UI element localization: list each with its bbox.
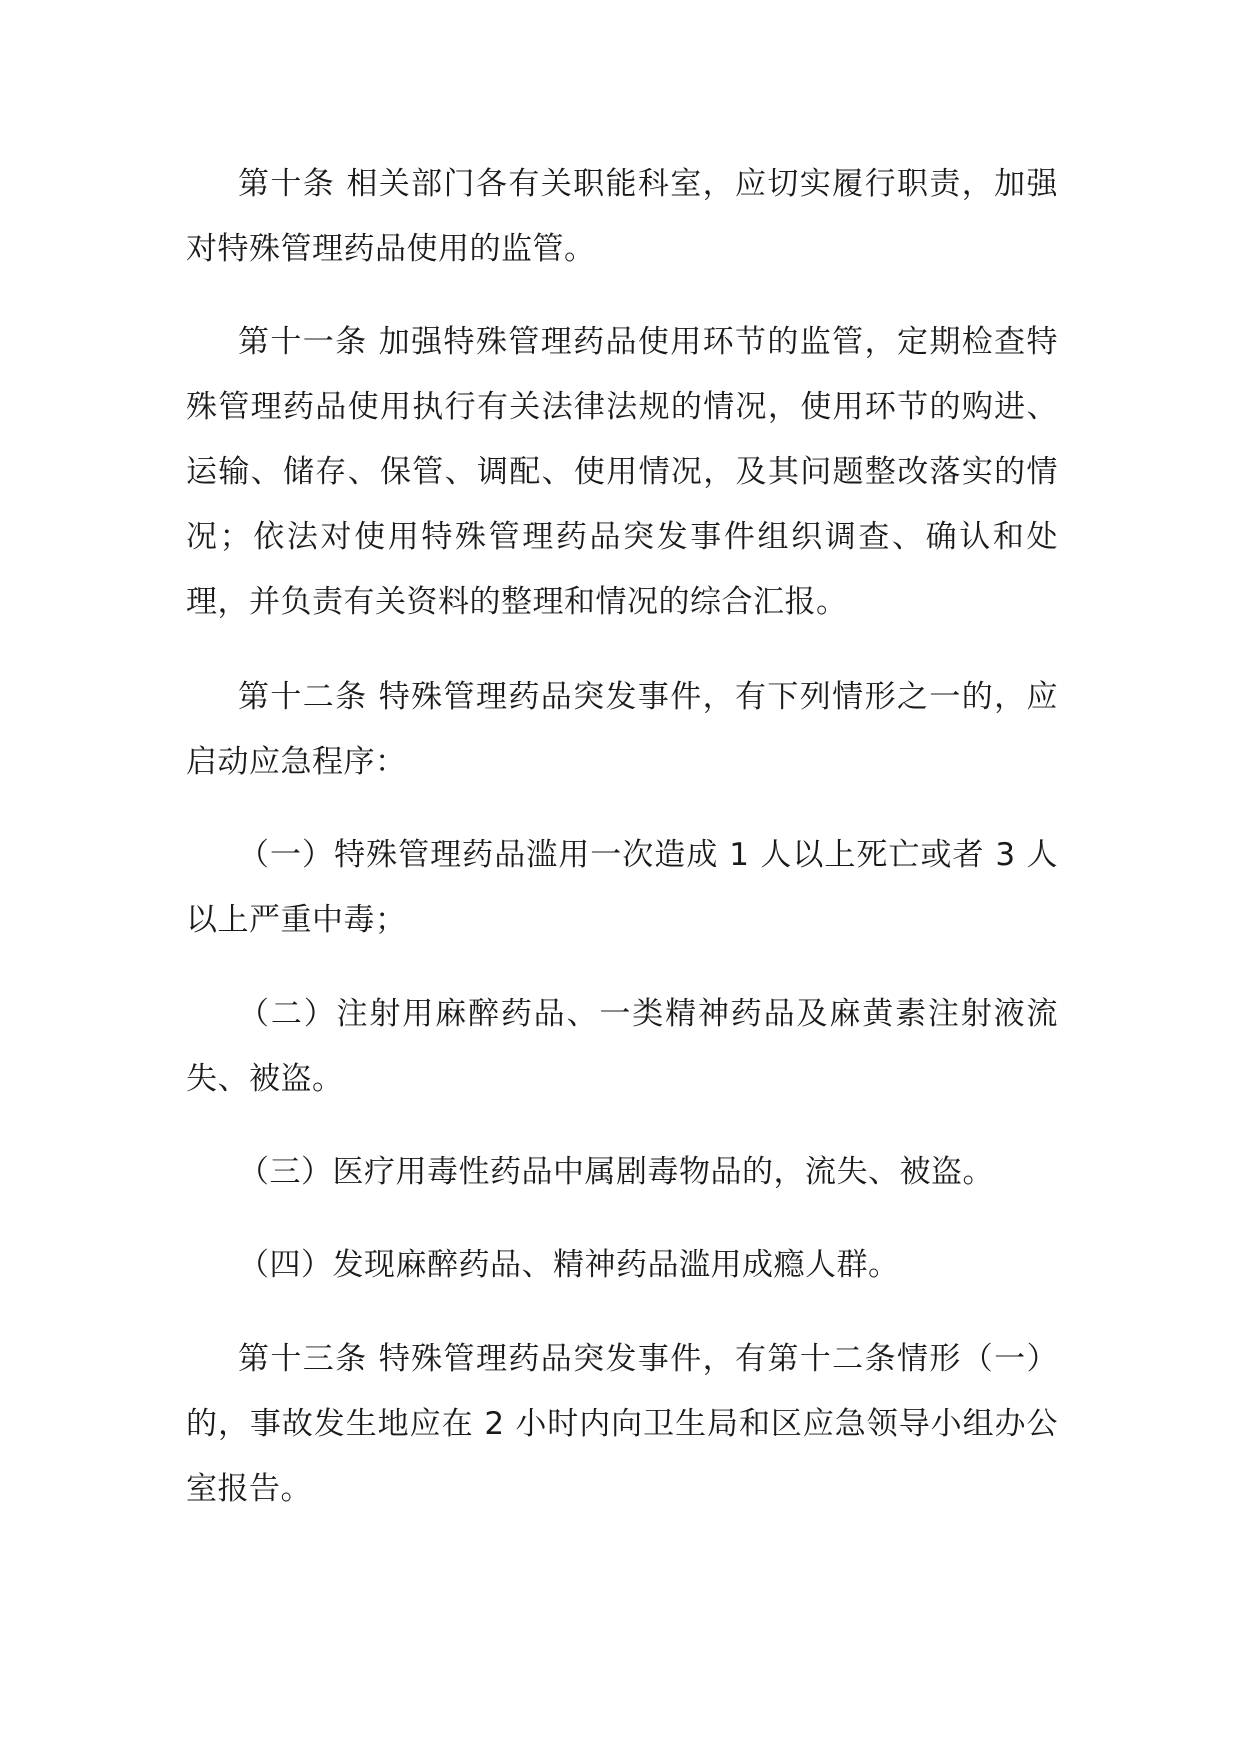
article-10-paragraph: 第十条 相关部门各有关职能科室，应切实履行职责，加强对特殊管理药品使用的监管。 [186,166,1058,267]
article-12-paragraph: 第十二条 特殊管理药品突发事件，有下列情形之一的，应启动应急程序： [186,679,1058,780]
article-13-paragraph: 第十三条 特殊管理药品突发事件，有第十二条情形（一）的，事故发生地应在 2 小时内向卫生局和区应急领导小组办公室报告。 [186,1341,1058,1507]
article-12-item-2: （二）注射用麻醉药品、一类精神药品及麻黄素注射液流失、被盗。 [186,996,1058,1097]
article-12-item-4: （四）发现麻醉药品、精神药品滥用成瘾人群。 [238,1247,900,1283]
article-11-paragraph: 第十一条 加强特殊管理药品使用环节的监管，定期检查特殊管理药品使用执行有关法律法规的情况，使用环节的购进、运输、储存、保管、调配、使用情况，及其问题整改落实的情况；依法对使用特殊管理药品突发事件组织调查、确认和处理，并负责有关资料的整理和情况的综合汇报。 [186,324,1058,620]
article-12-item-3: （三）医疗用毒性药品中属剧毒物品的，流失、被盗。 [238,1154,994,1190]
article-12-item-1: （一）特殊管理药品滥用一次造成 1 人以上死亡或者 3 人以上严重中毒； [186,837,1058,938]
